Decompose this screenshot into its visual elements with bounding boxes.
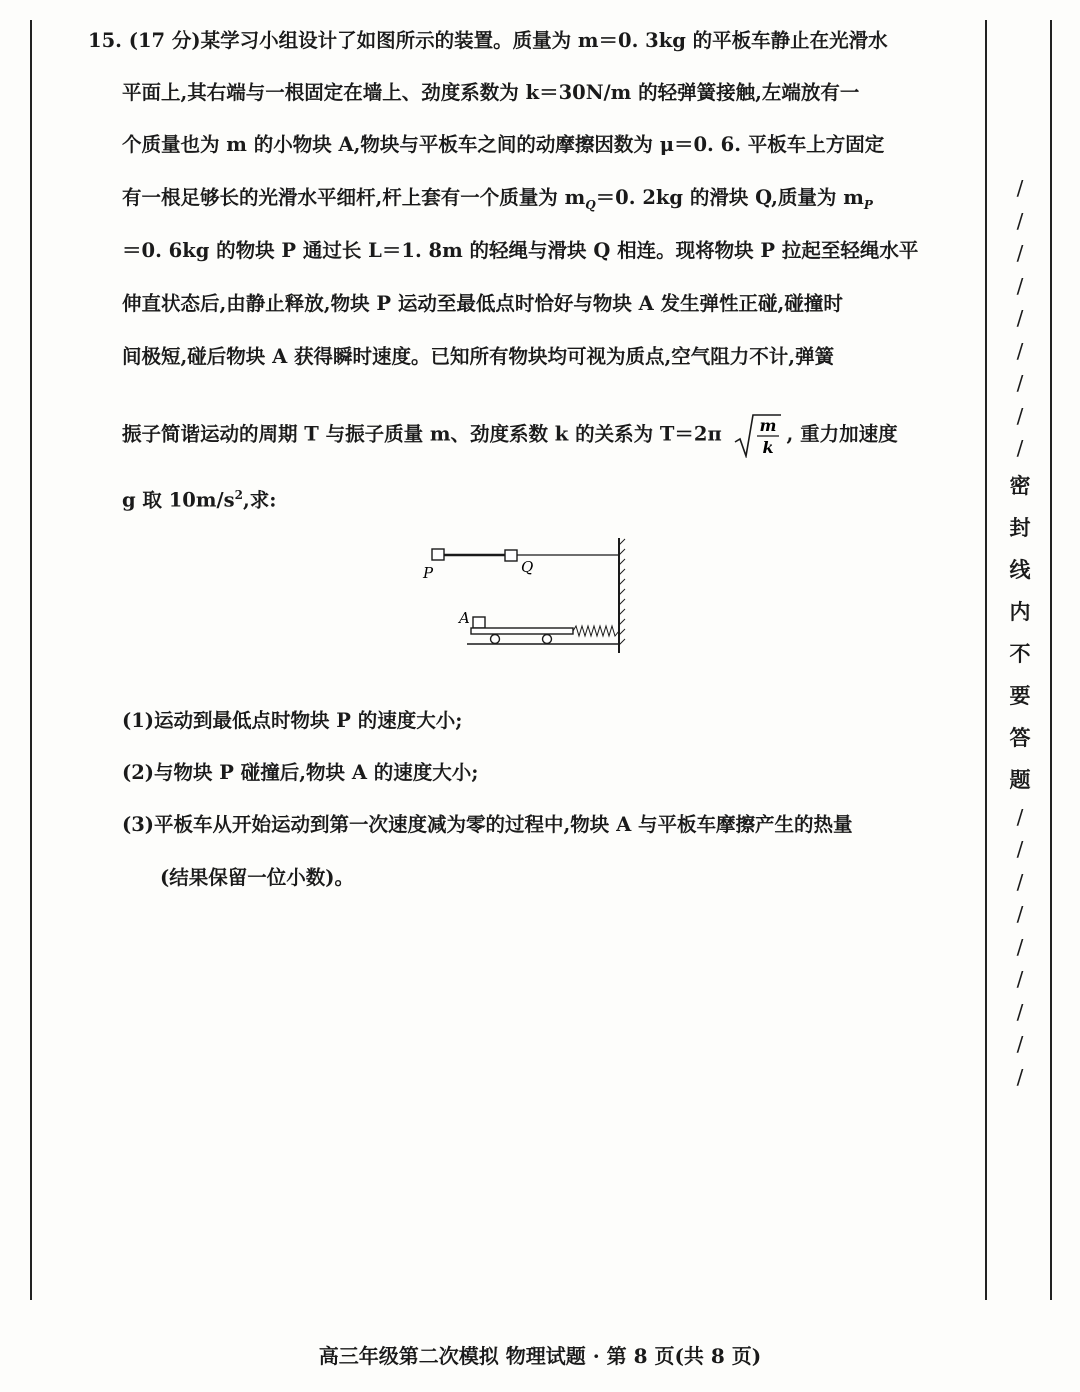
cart-wheel-left (491, 635, 500, 644)
seal-slash: / (1016, 176, 1024, 200)
question-line-2: 平面上,其右端与一根固定在墙上、劲度系数为 k＝30N/m 的轻弹簧接触,左端放有一 (122, 81, 860, 104)
sqrt-fraction (733, 412, 783, 458)
right-margin-line-inner (985, 20, 987, 1300)
seal-char: 内 (1009, 598, 1031, 624)
subquestion-1: (1)运动到最低点时物块 P 的速度大小; (122, 709, 463, 732)
seal-slash: / (1016, 208, 1024, 233)
seal-slash: / (1016, 902, 1024, 926)
question-line-6: 伸直状态后,由静止释放,物块 P 运动至最低点时恰好与物块 A 发生弹性正碰,碰撞时 (122, 292, 843, 315)
seal-slash: / (1016, 804, 1024, 829)
label-a: A (459, 609, 470, 627)
question-line-9: g 取 $10m/s^2$,求: (122, 488, 277, 512)
question-line-5: ＝0. 6kg 的物块 P 通过长 L＝1. 8m 的轻绳与滑块 Q 相连。现将物块 P 拉起至轻绳水平 (122, 239, 919, 262)
seal-slash: / (1016, 869, 1024, 894)
subquestion-2: (2)与物块 P 碰撞后,物块 A 的速度大小; (122, 761, 479, 784)
seal-char: 密 (1009, 472, 1031, 498)
question-line-4: 有一根足够长的光滑水平细杆,杆上套有一个质量为 $m_Q=0$. 2kg 的滑块 Q,质量为 $m_P$ (122, 186, 873, 212)
seal-slash: / (1016, 934, 1024, 959)
seal-slash: / (1016, 967, 1024, 991)
right-margin-line-outer (1050, 20, 1052, 1300)
spring (573, 626, 619, 636)
block-p (432, 549, 444, 560)
block-a (473, 617, 485, 628)
seal-slash: / (1016, 1064, 1024, 1089)
question-line-7: 间极短,碰后物块 A 获得瞬时速度。已知所有物块均可视为质点,空气阻力不计,弹簧 (122, 345, 835, 368)
seal-slash: / (1016, 403, 1024, 428)
seal-slash: / (1016, 273, 1024, 298)
question-line-1: 15. (17 分)某学习小组设计了如图所示的装置。质量为 m＝0. 3kg 的平板车静止在光滑水 (88, 29, 888, 52)
subquestion-3: (3)平板车从开始运动到第一次速度减为零的过程中,物块 A 与平板车摩擦产生的热量 (122, 813, 853, 836)
seal-char: 线 (1009, 556, 1031, 582)
label-p: P (423, 564, 434, 582)
label-q: Q (521, 558, 534, 576)
left-margin-line (30, 20, 32, 1300)
seal-slash: / (1016, 436, 1024, 460)
seal-char: 题 (1009, 766, 1031, 792)
cart-wheel-right (543, 635, 552, 644)
apparatus-diagram (415, 535, 635, 660)
seal-line-notice (1000, 172, 1040, 1093)
subquestion-3-cont: (结果保留一位小数)。 (160, 866, 354, 889)
page-footer: 高三年级第二次模拟 物理试题 · 第 8 页(共 8 页) (318, 1344, 762, 1368)
seal-char: 封 (1009, 514, 1031, 540)
question-line-8: 振子简谐运动的周期 T 与振子质量 m、劲度系数 k 的关系为 T＝2π m k , 重力加速度 (122, 412, 937, 458)
seal-slash: / (1016, 338, 1024, 363)
seal-slash: / (1016, 999, 1024, 1024)
seal-slash: / (1016, 306, 1024, 330)
seal-slash: / (1016, 241, 1024, 265)
slider-q (505, 550, 517, 561)
cart-board (471, 628, 573, 634)
seal-char: 不 (1009, 640, 1031, 666)
seal-char: 答 (1009, 724, 1031, 750)
seal-slash: / (1016, 837, 1024, 861)
frac-numerator: m (759, 416, 777, 435)
question-line-3: 个质量也为 m 的小物块 A,物块与平板车之间的动摩擦因数为 μ＝0. 6. 平板车上方固定 (122, 133, 885, 156)
seal-slash: / (1016, 1032, 1024, 1056)
seal-slash: / (1016, 371, 1024, 395)
frac-denominator: k (762, 438, 774, 457)
seal-char: 要 (1009, 682, 1031, 708)
